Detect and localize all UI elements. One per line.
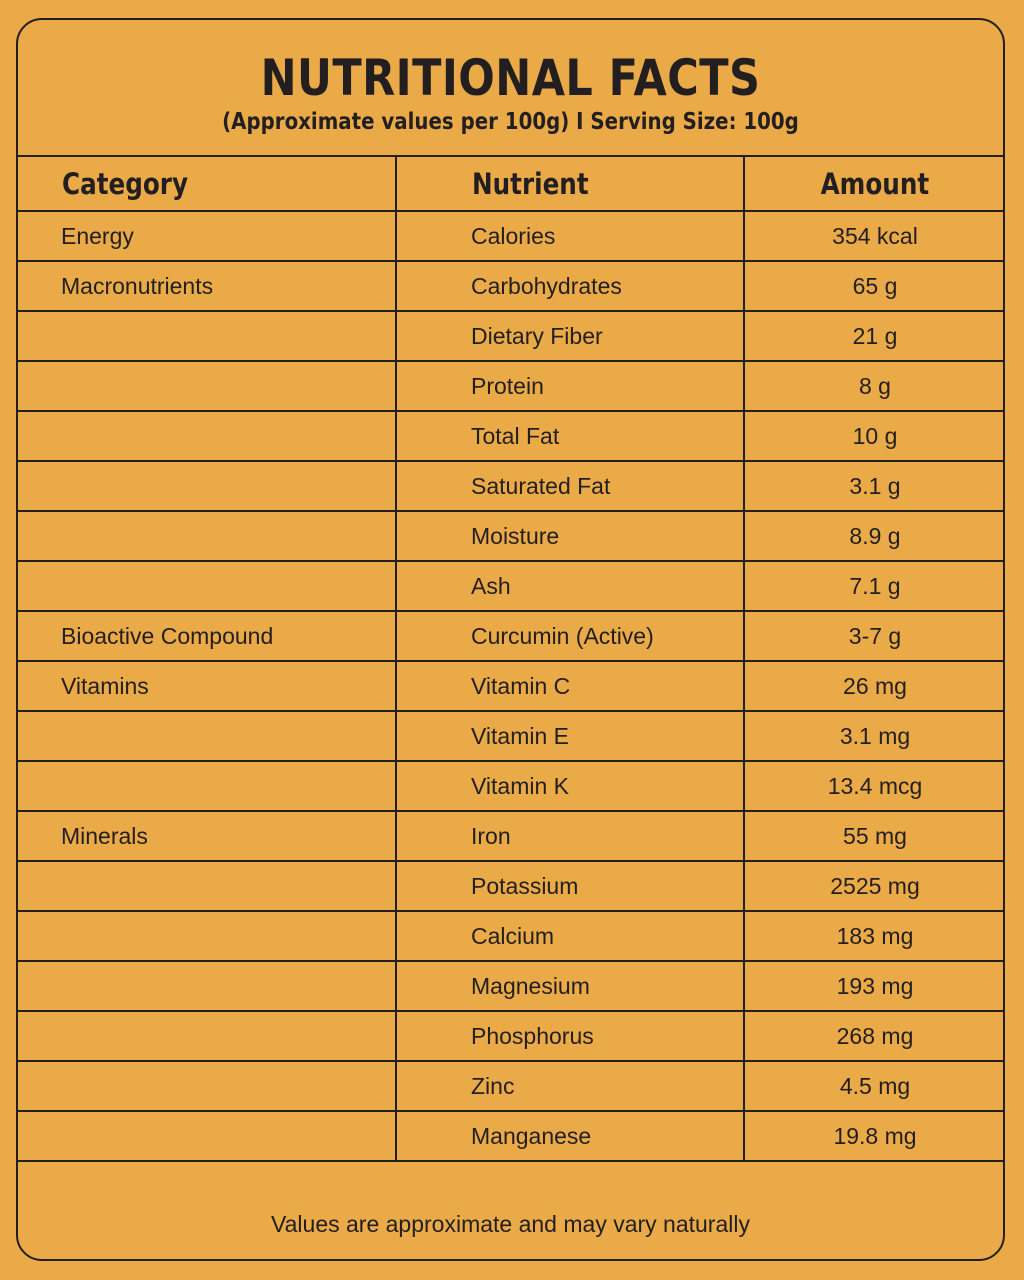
nutrient-cell: Potassium [396, 861, 744, 911]
nutrient-cell: Carbohydrates [396, 261, 744, 311]
category-cell [18, 411, 396, 461]
page-title: NUTRITIONAL FACTS [260, 49, 761, 107]
amount-cell: 3-7 g [744, 611, 1005, 661]
table-row [18, 211, 1005, 261]
category-cell [18, 911, 396, 961]
table-row [18, 311, 1005, 361]
amount-cell: 3.1 mg [744, 711, 1005, 761]
nutrition-table [18, 155, 1005, 1162]
nutrient-cell: Vitamin C [396, 661, 744, 711]
table-row [18, 261, 1005, 311]
nutrient-cell: Manganese [396, 1111, 744, 1161]
column-header-nutrient: Nutrient [396, 156, 744, 211]
table-row [18, 611, 1005, 661]
column-header-amount: Amount [744, 156, 1005, 211]
nutrient-cell: Zinc [396, 1061, 744, 1111]
nutrition-facts-card [16, 18, 1005, 1261]
category-cell: Bioactive Compound [18, 611, 396, 661]
nutrient-cell: Vitamin E [396, 711, 744, 761]
amount-cell: 183 mg [744, 911, 1005, 961]
amount-cell: 65 g [744, 261, 1005, 311]
amount-cell: 268 mg [744, 1011, 1005, 1061]
table-row [18, 811, 1005, 861]
category-cell [18, 311, 396, 361]
amount-cell: 8 g [744, 361, 1005, 411]
category-cell [18, 961, 396, 1011]
category-cell [18, 1111, 396, 1161]
nutrient-cell: Magnesium [396, 961, 744, 1011]
table-row [18, 461, 1005, 511]
category-cell [18, 861, 396, 911]
category-cell: Energy [18, 211, 396, 261]
nutrient-cell: Calories [396, 211, 744, 261]
amount-cell: 193 mg [744, 961, 1005, 1011]
amount-cell: 10 g [744, 411, 1005, 461]
nutrient-cell: Saturated Fat [396, 461, 744, 511]
amount-cell: 4.5 mg [744, 1061, 1005, 1111]
nutrient-cell: Moisture [396, 511, 744, 561]
table-row [18, 961, 1005, 1011]
category-cell [18, 711, 396, 761]
category-cell: Vitamins [18, 661, 396, 711]
table-row [18, 1011, 1005, 1061]
table-row [18, 361, 1005, 411]
nutrient-cell: Ash [396, 561, 744, 611]
category-cell [18, 561, 396, 611]
serving-subtitle: (Approximate values per 100g) I Serving Size: 100g [222, 109, 799, 135]
nutrient-cell: Total Fat [396, 411, 744, 461]
amount-cell: 3.1 g [744, 461, 1005, 511]
category-cell [18, 761, 396, 811]
amount-cell: 354 kcal [744, 211, 1005, 261]
amount-cell: 21 g [744, 311, 1005, 361]
table-header-row [18, 156, 1005, 211]
amount-cell: 2525 mg [744, 861, 1005, 911]
table-row [18, 911, 1005, 961]
nutrient-cell: Phosphorus [396, 1011, 744, 1061]
table-row [18, 1061, 1005, 1111]
amount-cell: 26 mg [744, 661, 1005, 711]
table-row [18, 561, 1005, 611]
category-cell [18, 361, 396, 411]
table-row [18, 411, 1005, 461]
amount-cell: 13.4 mcg [744, 761, 1005, 811]
category-cell: Macronutrients [18, 261, 396, 311]
table-row [18, 761, 1005, 811]
nutrient-cell: Calcium [396, 911, 744, 961]
table-row [18, 511, 1005, 561]
category-cell [18, 461, 396, 511]
nutrient-cell: Vitamin K [396, 761, 744, 811]
column-header-category: Category [18, 156, 396, 211]
table-row [18, 711, 1005, 761]
category-cell [18, 511, 396, 561]
table-row [18, 1111, 1005, 1161]
category-cell: Minerals [18, 811, 396, 861]
amount-cell: 19.8 mg [744, 1111, 1005, 1161]
nutrient-cell: Curcumin (Active) [396, 611, 744, 661]
nutrient-cell: Iron [396, 811, 744, 861]
amount-cell: 55 mg [744, 811, 1005, 861]
disclaimer-footer: Values are approximate and may vary naturally [271, 1211, 750, 1237]
amount-cell: 7.1 g [744, 561, 1005, 611]
category-cell [18, 1061, 396, 1111]
table-row [18, 661, 1005, 711]
nutrient-cell: Protein [396, 361, 744, 411]
category-cell [18, 1011, 396, 1061]
amount-cell: 8.9 g [744, 511, 1005, 561]
table-row [18, 861, 1005, 911]
nutrient-cell: Dietary Fiber [396, 311, 744, 361]
